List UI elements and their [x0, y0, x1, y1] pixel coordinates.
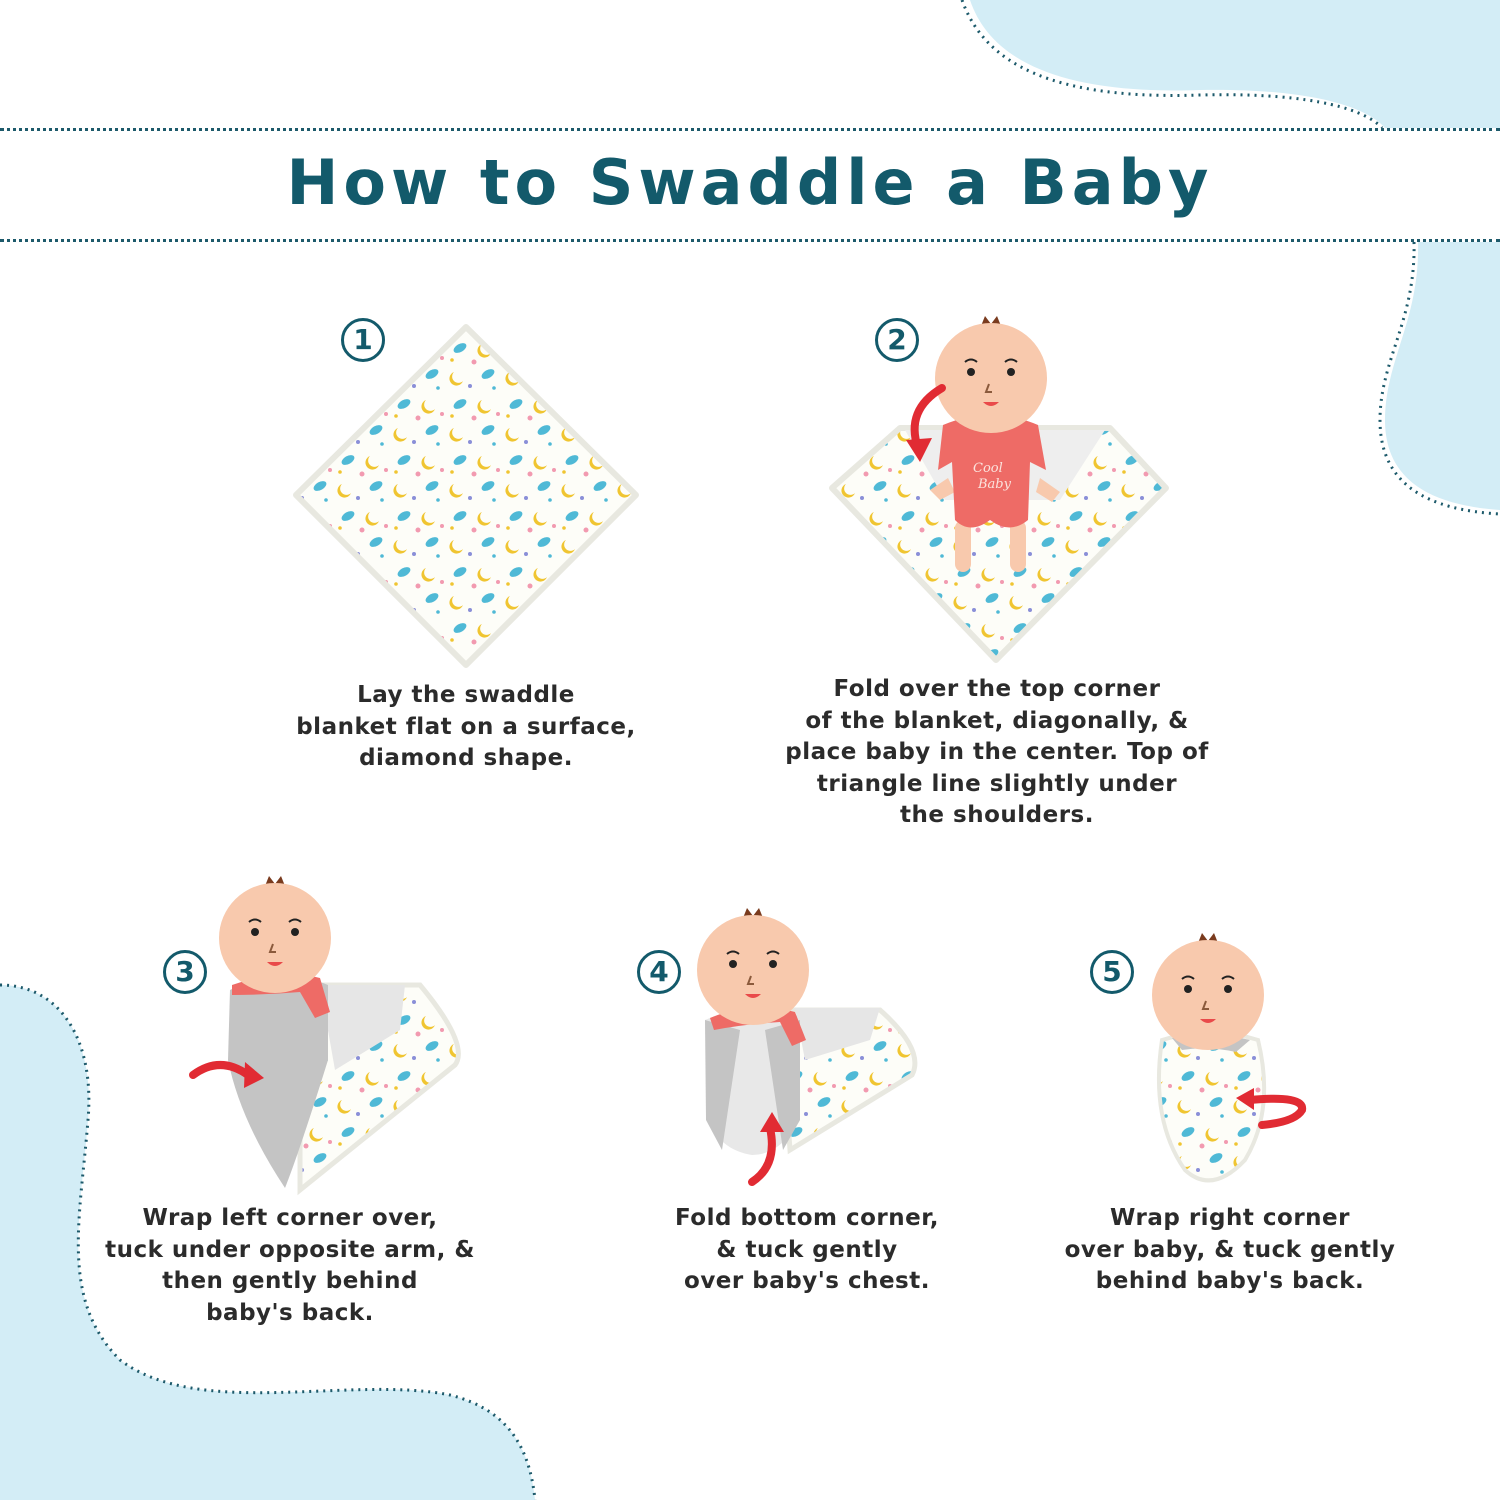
step-number-4: 4: [637, 950, 681, 994]
step4-illustration: [697, 908, 915, 1182]
step5-illustration: [1152, 933, 1302, 1180]
step-number-3: 3: [163, 950, 207, 994]
step-number-5: 5: [1090, 950, 1134, 994]
step-caption-3: Wrap left corner over, tuck under opposite arm, & then gently behind baby's back.: [105, 1205, 475, 1326]
step-number-1: 1: [341, 318, 385, 362]
page-title: How to Swaddle a Baby: [286, 146, 1214, 219]
step3-illustration: [193, 876, 458, 1190]
svg-text:Baby: Baby: [978, 477, 1011, 492]
step-caption-4: Fold bottom corner, & tuck gently over baby's chest.: [675, 1205, 939, 1294]
step-caption-2: Fold over the top corner of the blanket, diagonally, & place baby in the center. Top of triangle line slightly under the shoulders.: [785, 676, 1209, 828]
step1-blanket: [296, 327, 636, 665]
step-caption-1: Lay the swaddle blanket flat on a surface, diamond shape.: [296, 682, 636, 771]
step-caption-5: Wrap right corner over baby, & tuck gently behind baby's back.: [1064, 1205, 1396, 1294]
step2-illustration: [832, 316, 1166, 660]
svg-text:Cool: Cool: [973, 461, 1003, 476]
step-number-2: 2: [875, 318, 919, 362]
